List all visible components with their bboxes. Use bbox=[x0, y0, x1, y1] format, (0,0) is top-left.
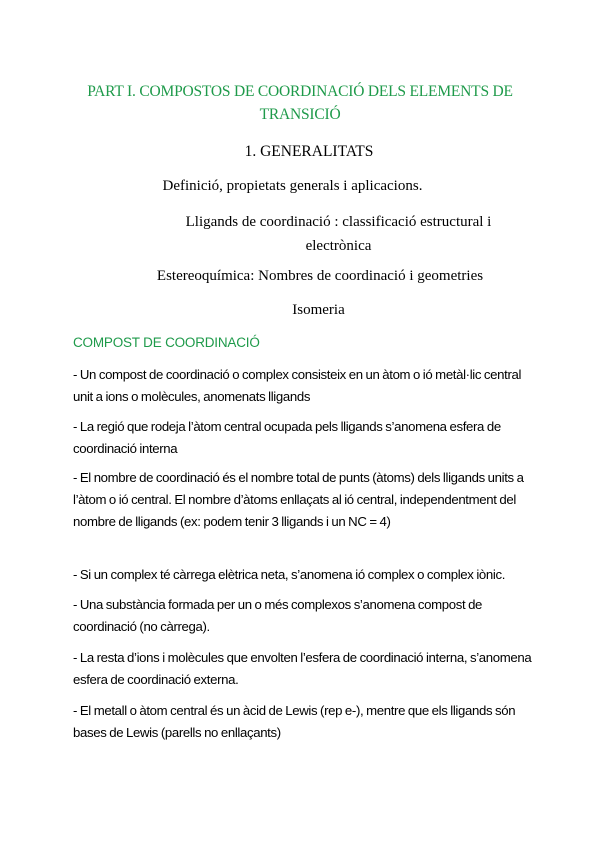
part-title: PART I. COMPOSTOS DE COORDINACIÓ DELS ELEMENTS DE TRANSICIÓ bbox=[87, 83, 513, 123]
paragraph: - El metall o àtom central és un àcid de Lewis (rep e-), mentre que els lligands són bases de Lewis (parells no enllaçants) bbox=[73, 703, 516, 740]
section-title: 1. GENERALITATS bbox=[244, 143, 374, 160]
paragraph: - La resta d’ions i molècules que envolten l’esfera de coordinació interna, s’anomena esfera de coordinació externa. bbox=[73, 650, 532, 687]
paragraph: - Una substància formada per un o més complexos s’anomena compost de coordinació (no càrrega). bbox=[73, 597, 483, 634]
topic-item-isomeria: Isomeria bbox=[292, 302, 345, 318]
subheading: COMPOST DE COORDINACIÓ bbox=[73, 335, 260, 350]
topic-item-ligands: Lligands de coordinació : classificació estructural i electrònica bbox=[185, 214, 492, 254]
topic-item-stereochemistry: Estereoquímica: Nombres de coordinació i geometries bbox=[156, 268, 484, 284]
paragraph: - El nombre de coordinació és el nombre total de punts (àtoms) dels lligands units a l’àtom o ió central. El nombre d’àtoms enllaçats al ió central, independentment del nombre de lligands (ex: podem tenir 3 lligands i un NC = 4) bbox=[73, 470, 524, 529]
topic-item-definition: Definició, propietats generals i aplicacions. bbox=[162, 178, 423, 194]
paragraph: - La regió que rodeja l’àtom central ocupada pels lligands s’anomena esfera de coordinació interna bbox=[73, 419, 501, 456]
paragraph: - Si un complex té càrrega elètrica neta, s’anomena ió complex o complex iònic. bbox=[73, 567, 506, 582]
paragraph: - Un compost de coordinació o complex consisteix en un àtom o ió metàl·lic central unit a ions o molècules, anomenats lligands bbox=[73, 367, 522, 404]
